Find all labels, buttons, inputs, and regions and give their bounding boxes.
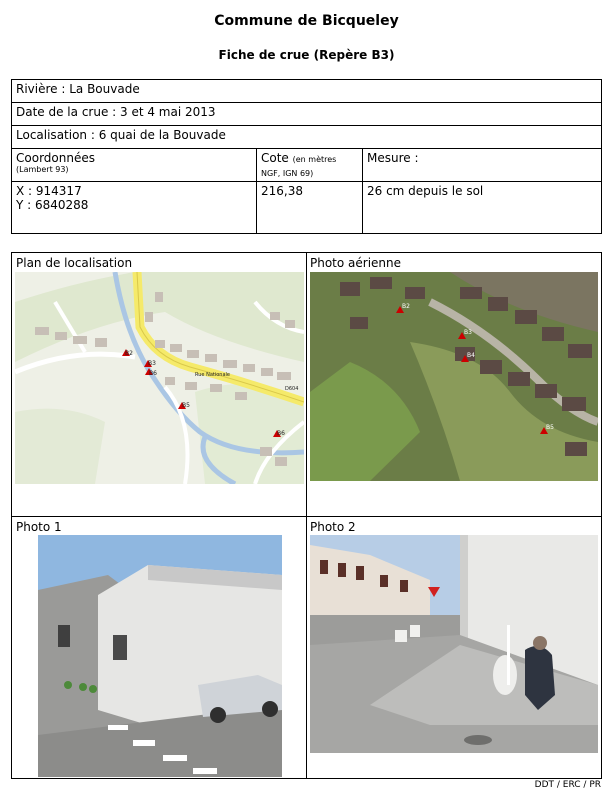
map-marker-b5: B5 — [182, 402, 190, 409]
aerial-marker-b3: B3 — [464, 329, 472, 336]
cote-header — [257, 149, 363, 182]
mesure-value: 26 cm depuis le sol — [363, 182, 602, 234]
info-table — [11, 79, 602, 234]
map-marker-b6b: B6 — [277, 430, 285, 437]
aerial-label: Photo aérienne — [310, 256, 402, 270]
map-marker-b3: B3 — [148, 360, 156, 367]
x-value: X : 914317 — [16, 184, 82, 198]
aerial-marker-b4: B4 — [467, 352, 475, 359]
mesure-header: Mesure : — [363, 149, 602, 182]
map-marker-b2: B2 — [125, 350, 133, 357]
coord-label: Coordonnées — [16, 151, 95, 165]
aerial-marker-b2: B2 — [402, 303, 410, 310]
photo-2 — [310, 535, 598, 753]
aerial-photo — [310, 272, 598, 481]
coord-values — [12, 182, 257, 234]
y-value: Y : 6840288 — [16, 198, 89, 212]
cote-value: 216,38 — [257, 182, 363, 234]
location-map — [15, 272, 304, 484]
cote-sublabel: (en mètres NGF, IGN 69) — [261, 155, 337, 178]
photo-grid — [11, 252, 602, 779]
date-cell: Date de la crue : 3 et 4 mai 2013 — [12, 103, 602, 126]
footer-credit: DDT / ERC / PR — [534, 780, 601, 790]
map-road-label: D604 — [285, 386, 299, 392]
photo-1 — [38, 535, 282, 777]
page-subtitle: Fiche de crue (Repère B3) — [218, 48, 395, 62]
photo2-label: Photo 2 — [310, 520, 356, 534]
photo1-label: Photo 1 — [16, 520, 62, 534]
plan-label: Plan de localisation — [16, 256, 133, 270]
aerial-marker-b5: B5 — [546, 424, 554, 431]
page-title: Commune de Bicqueley — [214, 13, 399, 29]
localisation-cell: Localisation : 6 quai de la Bouvade — [12, 126, 602, 149]
map-street-label: Rue Nationale — [195, 372, 230, 378]
riviere-cell: Rivière : La Bouvade — [12, 80, 602, 103]
coord-sublabel: (Lambert 93) — [16, 165, 69, 174]
coord-header — [12, 149, 257, 182]
map-marker-b6: B6 — [149, 370, 157, 377]
cote-label: Cote — [261, 151, 289, 165]
